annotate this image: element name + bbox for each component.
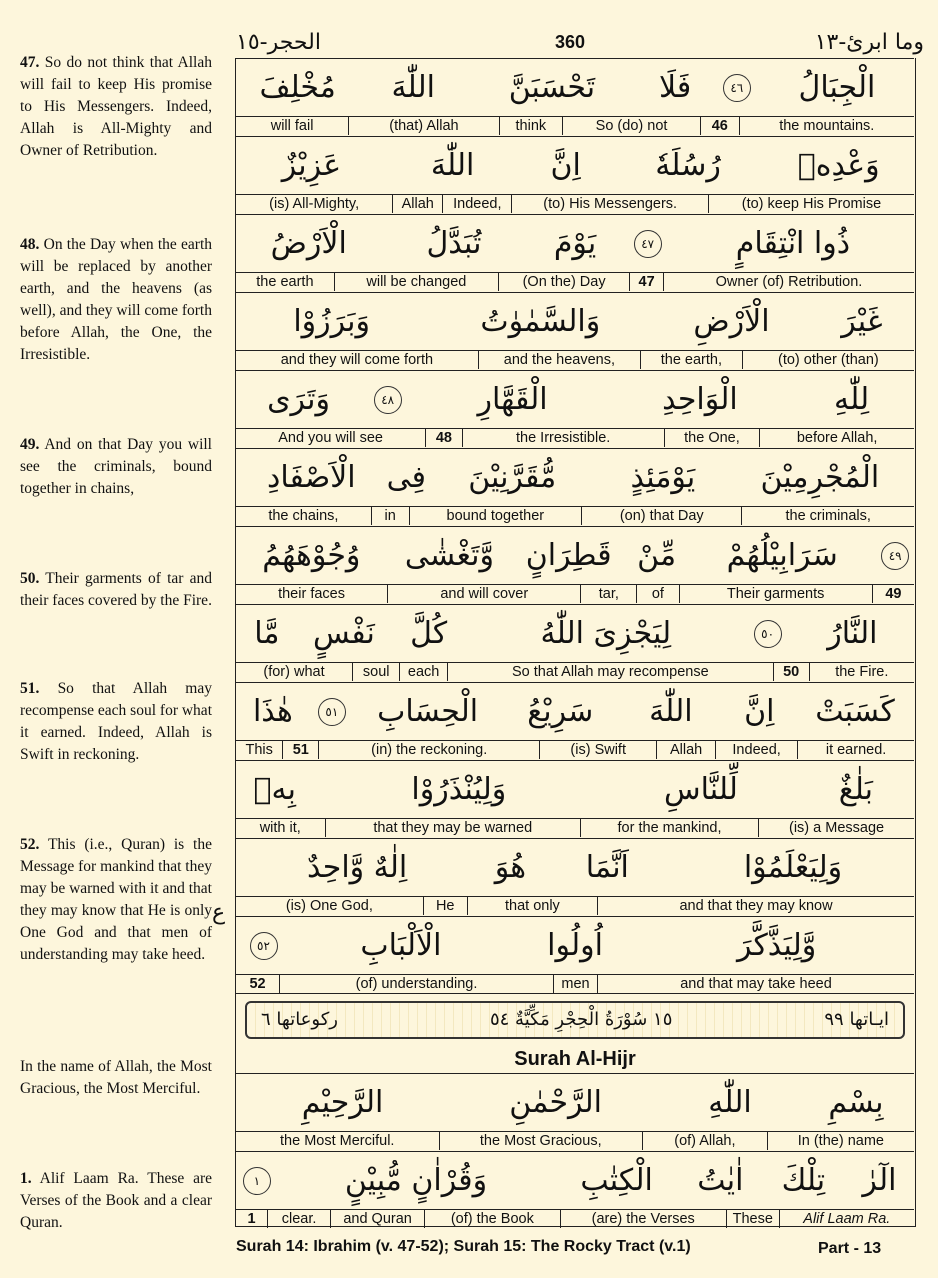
english-row <box>236 584 914 604</box>
english-gloss: (is) One God, <box>236 897 424 915</box>
ayah-marker <box>714 74 760 102</box>
ayah-number-circle: ٤٨ <box>374 386 402 414</box>
english-gloss: and they will come forth <box>236 351 479 369</box>
arabic-word: ذُوا انْتِقَامٍ <box>735 226 851 261</box>
ayah-number-circle: ٥١ <box>318 698 346 726</box>
english-gloss: of <box>637 585 679 603</box>
english-gloss: (on) that Day <box>582 507 742 525</box>
english-gloss: their faces <box>236 585 388 603</box>
arabic-word: لِلّٰهِ <box>833 382 870 417</box>
english-row <box>236 506 914 526</box>
english-gloss: the Irresistible. <box>463 429 665 447</box>
english-gloss: (of) Allah, <box>643 1132 768 1150</box>
arabic-word: اُولُوا <box>547 928 603 963</box>
ayat-count: ايـاتها ٩٩ <box>824 1009 889 1030</box>
arabic-word: مُخْلِفَ <box>259 70 336 105</box>
arabic-word: هُوَ <box>494 850 527 885</box>
arabic-word: الْاَرْضِ <box>693 304 770 339</box>
english-gloss: So (do) not <box>563 117 701 135</box>
english-gloss: Allah <box>657 741 716 759</box>
english-gloss: the Most Gracious, <box>440 1132 644 1150</box>
english-gloss: (of) understanding. <box>280 975 554 993</box>
arabic-word: الرَّحْمٰنِ <box>509 1085 603 1120</box>
arabic-word: بِهٖ <box>253 772 296 807</box>
english-gloss: will be changed <box>335 273 499 291</box>
arabic-word: الْاَرْضُ <box>270 226 347 261</box>
arabic-word: عَزِيْزٌ <box>281 148 342 183</box>
translation-verse-48: 48. On the Day when the earth will be replaced by another earth, and the heavens (as well), and they will come forth before Allah, the One, the Irresistible. <box>20 236 212 363</box>
english-row <box>236 428 914 448</box>
ayah-marker <box>623 230 671 258</box>
english-row <box>236 662 914 682</box>
arabic-row <box>236 136 914 194</box>
english-gloss: 1 <box>236 1210 268 1228</box>
english-gloss: Alif Laam Ra. <box>803 1211 891 1227</box>
english-gloss: (is) All-Mighty, <box>236 195 393 213</box>
english-gloss: (that) Allah <box>349 117 500 135</box>
arabic-word: وُجُوْهَهُمُ <box>262 538 361 573</box>
english-gloss: He <box>424 897 468 915</box>
ayah-marker <box>361 386 414 414</box>
arabic-word: اللّٰهَ <box>391 70 435 105</box>
english-gloss: (to) His Messengers. <box>512 195 708 213</box>
arabic-word: لِيَجْزِىَ اللّٰهُ <box>540 616 672 651</box>
english-gloss: Allah <box>393 195 443 213</box>
arabic-word: فِى <box>386 460 426 495</box>
translation-verse-50: 50. Their garments of tar and their faces covered by the Fire. <box>20 570 212 609</box>
english-row <box>236 740 914 760</box>
arabic-word: وَّلِيَذَّكَّرَ <box>736 928 817 963</box>
english-gloss: Indeed, <box>443 195 512 213</box>
arabic-word: اِنَّ <box>550 148 581 183</box>
english-gloss: and that they may know <box>679 898 833 914</box>
english-gloss: in <box>372 507 410 525</box>
english-gloss: (of) the Book <box>425 1210 560 1228</box>
arabic-row <box>236 370 914 428</box>
arabic-row <box>236 1073 914 1131</box>
arabic-row <box>236 838 914 896</box>
arabic-row <box>236 604 914 662</box>
arabic-word: اَنَّمَا <box>585 850 629 885</box>
arabic-word: الْوَاحِدِ <box>662 382 738 417</box>
ayah-marker <box>745 620 791 648</box>
arabic-word: سَرِيْعُ <box>527 694 594 729</box>
arabic-word: غَيْرَ <box>841 304 883 339</box>
english-gloss: the One, <box>665 429 761 447</box>
english-gloss: that they may be warned <box>326 819 582 837</box>
english-row <box>236 194 914 214</box>
english-gloss: tar, <box>581 585 637 603</box>
arabic-word: قَطِرَانٍ <box>525 538 612 573</box>
arabic-row <box>236 292 914 350</box>
arabic-word: الْمُجْرِمِيْنَ <box>760 460 880 495</box>
arabic-word: وَّتَغْشٰى <box>404 538 494 573</box>
arabic-word: وَلِيُنْذَرُوْا <box>411 772 507 807</box>
english-gloss: (is) a Message <box>788 820 885 836</box>
arabic-word: اِنَّ <box>744 694 775 729</box>
arabic-word: اللّٰهِ <box>708 1085 752 1120</box>
english-gloss: men <box>554 975 598 993</box>
english-gloss: it earned. <box>825 742 887 758</box>
surah-banner-frame <box>245 1001 905 1039</box>
english-gloss: Indeed, <box>716 741 798 759</box>
english-gloss: will fail <box>236 117 349 135</box>
english-gloss: the earth <box>236 273 335 291</box>
arabic-word: مُّقَرَّنِيْنَ <box>468 460 557 495</box>
arabic-word: الْقَهَّارِ <box>477 382 548 417</box>
arabic-row <box>236 58 914 116</box>
english-row <box>236 272 914 292</box>
arabic-word: وَلِيَعْلَمُوْا <box>743 850 843 885</box>
english-gloss: Their garments <box>680 585 873 603</box>
english-gloss: These <box>727 1210 780 1228</box>
english-gloss: the criminals, <box>785 508 871 524</box>
english-row <box>236 818 914 838</box>
surah-name-header: الحجر-١٥ <box>236 30 321 55</box>
translation-verse-1: 1. Alif Laam Ra. These are Verses of the Book and a clear Quran. <box>20 1170 212 1231</box>
arabic-word: مِّنْ <box>637 538 677 573</box>
arabic-word: بَلٰغٌ <box>838 772 874 807</box>
arabic-word: تِلْكَ <box>781 1163 826 1198</box>
english-gloss: 48 <box>426 429 462 447</box>
english-gloss: and Quran <box>331 1210 425 1228</box>
word-by-word-grid <box>235 58 916 1227</box>
english-gloss: (in) the reckoning. <box>319 741 540 759</box>
ayah-number-circle: ٥٠ <box>754 620 782 648</box>
arabic-word: كُلَّ <box>410 616 448 651</box>
english-gloss: with it, <box>236 819 326 837</box>
english-gloss: the chains, <box>236 507 372 525</box>
english-gloss: And you will see <box>236 429 426 447</box>
arabic-word: الٓرٰ <box>862 1163 897 1198</box>
english-gloss: before Allah, <box>796 430 878 446</box>
ayah-number-circle: ٤٧ <box>634 230 662 258</box>
arabic-word: اللّٰهَ <box>649 694 693 729</box>
surah-title: Surah Al-Hijr <box>514 1048 636 1070</box>
arabic-word: سَرَابِيْلُهُمْ <box>726 538 838 573</box>
english-gloss: and will cover <box>388 585 581 603</box>
english-gloss: bound together <box>410 507 583 525</box>
arabic-word: يَوْمَئِذٍ <box>630 460 696 495</box>
arabic-word: اللّٰهَ <box>430 148 475 183</box>
english-gloss: 50 <box>774 663 810 681</box>
english-gloss: 46 <box>701 117 739 135</box>
arabic-word: هٰذَا <box>252 694 293 729</box>
surah-banner-name: ١٥ سُوْرَةُ الْحِجْرِ مَكِّيَّةٌ ٥٤ <box>489 1009 673 1030</box>
arabic-word: فَلَا <box>659 70 692 105</box>
english-gloss: clear. <box>268 1210 331 1228</box>
arabic-word: وَبَرَزُوْا <box>293 304 371 339</box>
arabic-word: كَسَبَتْ <box>815 694 895 729</box>
arabic-word: الْحِسَابِ <box>377 694 479 729</box>
arabic-word: رُسُلَهٗ <box>655 148 721 183</box>
arabic-word: بِسْمِ <box>828 1085 884 1120</box>
arabic-word: الرَّحِيْمِ <box>301 1085 384 1120</box>
footer-reference: Surah 14: Ibrahim (v. 47-52); Surah 15: The Rocky Tract (v.1) <box>236 1238 691 1255</box>
ruku-count: ركوعاتها ٦ <box>261 1009 338 1030</box>
translation-bismillah: In the name of Allah, the Most Gracious, the Most Merciful. <box>20 1058 212 1097</box>
part-number: Part - 13 <box>818 1240 882 1257</box>
arabic-word: الْجِبَالُ <box>798 70 876 105</box>
arabic-word: تَحْسَبَنَّ <box>508 70 596 105</box>
arabic-word: مَّا <box>254 616 280 651</box>
english-gloss: (to) other (than) <box>778 352 879 368</box>
arabic-word: وَعْدِهٖ <box>797 148 880 183</box>
arabic-row <box>236 448 914 506</box>
english-gloss: for the mankind, <box>581 819 759 837</box>
english-gloss: (are) the Verses <box>561 1210 727 1228</box>
ayah-number-circle: ٥٢ <box>250 932 278 960</box>
english-gloss: 49 <box>885 586 902 602</box>
english-row <box>236 116 914 136</box>
english-gloss: the Fire. <box>835 664 889 680</box>
english-row <box>236 350 914 370</box>
english-gloss: 52 <box>236 975 280 993</box>
arabic-word: وَقُرْاٰنٍ مُّبِيْنٍ <box>344 1163 488 1198</box>
ayah-number-circle: ١ <box>243 1167 271 1195</box>
english-gloss: think <box>500 117 563 135</box>
english-gloss: the Most Merciful. <box>236 1132 440 1150</box>
english-gloss: (to) keep His Promise <box>741 196 882 212</box>
english-row <box>236 1131 914 1151</box>
arabic-word: الْاَلْبَابِ <box>360 928 442 963</box>
ayah-marker <box>876 542 914 570</box>
translation-verse-52: 52. This (i.e., Quran) is the Message for mankind that they may be warned with it and that they may know that He is only One God and that men of understanding may take heed. <box>20 836 212 963</box>
english-gloss: the mountains. <box>779 118 875 134</box>
arabic-word: وَتَرَى <box>267 382 330 417</box>
translation-verse-47: 47. So do not think that Allah will fail to keep His promise to His Messengers. Indeed, Allah is All-Mighty and Owner of Retribution. <box>20 54 212 159</box>
arabic-row <box>236 526 914 584</box>
ayah-number-circle: ٤٩ <box>881 542 909 570</box>
arabic-word: النَّارُ <box>827 616 878 651</box>
english-gloss: (is) Swift <box>540 741 657 759</box>
arabic-word: الْاَصْفَادِ <box>267 460 356 495</box>
english-gloss: that only <box>468 897 598 915</box>
english-gloss: (for) what <box>236 663 353 681</box>
arabic-word: تُبَدَّلُ <box>426 226 482 261</box>
english-row <box>236 1209 914 1229</box>
english-gloss: 47 <box>630 273 664 291</box>
arabic-row <box>236 1151 914 1209</box>
ayah-marker <box>310 698 354 726</box>
arabic-word: اٰيٰتُ <box>697 1163 744 1198</box>
english-gloss: (On the) Day <box>499 273 630 291</box>
arabic-word: وَالسَّمٰوٰتُ <box>480 304 601 339</box>
translation-verse-49: 49. And on that Day you will see the criminals, bound together in chains, <box>20 436 212 497</box>
arabic-word: لِّلنَّاسِ <box>664 772 738 807</box>
ayah-number-circle: ٤٦ <box>723 74 751 102</box>
arabic-word: نَفْسٍ <box>313 616 375 651</box>
english-gloss: the earth, <box>641 351 743 369</box>
page-number: 360 <box>555 32 586 52</box>
arabic-row <box>236 916 914 974</box>
juz-name-header: وما ابرئ-١٣ <box>814 30 924 55</box>
english-gloss: and that may take heed <box>680 976 832 992</box>
translation-verse-51: 51. So that Allah may recompense each soul for what it earned. Indeed, Allah is Swift in reckoning. <box>20 680 212 763</box>
english-gloss: This <box>236 741 283 759</box>
arabic-word: يَوْمَ <box>553 226 597 261</box>
arabic-word: اِلٰهٌ وَّاحِدٌ <box>307 850 408 885</box>
english-gloss: So that Allah may recompense <box>448 663 774 681</box>
ayah-marker <box>236 932 291 960</box>
english-gloss: Owner (of) Retribution. <box>715 274 863 290</box>
ayah-marker <box>236 1167 277 1195</box>
ruku-marker: ع <box>212 900 226 925</box>
english-row <box>236 974 914 994</box>
english-gloss: In (the) name <box>797 1133 884 1149</box>
surah-banner <box>236 993 914 1045</box>
arabic-row <box>236 682 914 740</box>
english-row <box>236 896 914 916</box>
english-gloss: each <box>400 663 447 681</box>
english-gloss: and the heavens, <box>479 351 641 369</box>
arabic-row <box>236 214 914 272</box>
arabic-row <box>236 760 914 818</box>
english-gloss: soul <box>353 663 400 681</box>
english-gloss: 51 <box>283 741 319 759</box>
arabic-word: الْكِتٰبِ <box>580 1163 653 1198</box>
